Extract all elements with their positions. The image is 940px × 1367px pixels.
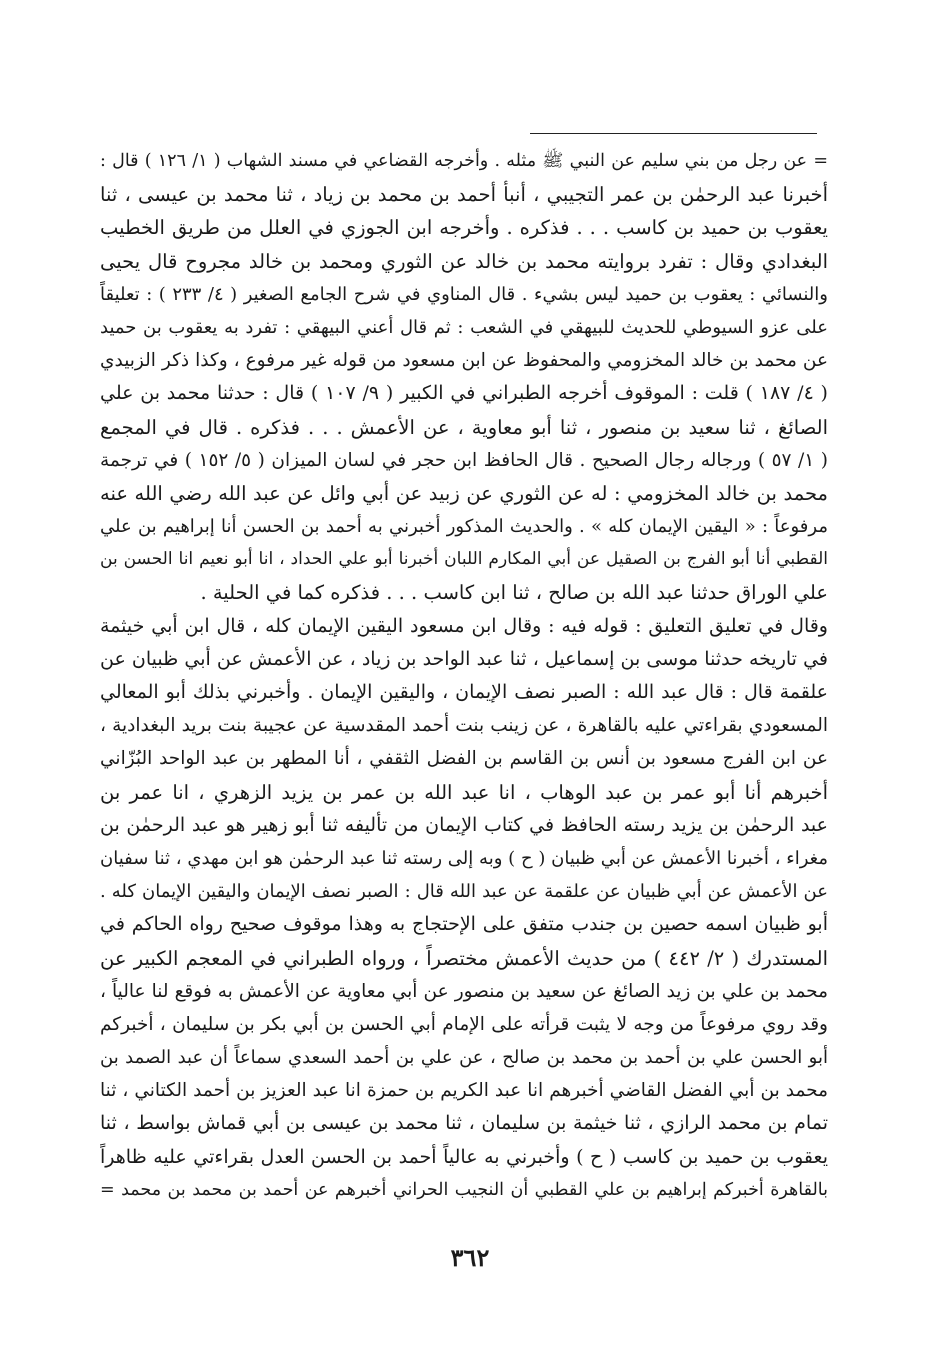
footnote-line-6: على عزو السيوطي للحديث للبيهقي في الشعب : ثم قال أعني البيهقي : تفرد به يعقوب بن حميد <box>100 316 828 338</box>
footnote-line-13: القطبي أنا أبو الفرج بن الصقيل عن أبي المكارم اللبان أخبرنا أبو علي الحداد ، انا أبو نعيم انا الحسن بن <box>100 549 828 570</box>
footnote-separator-rule <box>530 133 817 134</box>
footnote-line-25: المستدرك ( ٢/ ٤٤٢ ) من حديث الأعمش مختصراً ، ورواه الطبراني في المعجم الكبير عن <box>100 946 828 970</box>
footnote-line-18: المسعودي بقراءتي عليه بالقاهرة ، عن زينب بنت أحمد المقدسية عن عجيبة بنت بريد البغدادية ، <box>100 715 828 737</box>
footnote-line-8: ( ٤/ ١٨٧ ) قلت : الموقوف أخرجه الطبراني في الكبير ( ٩/ ١٠٧ ) قال : حدثنا محمد بن علي <box>100 382 828 405</box>
page-number: ٣٦٢ <box>450 1243 490 1272</box>
footnote-line-17: علقمة قال : قال عبد الله : الصبر نصف الإيمان ، واليقين الإيمان . وأخبرني بذلك أبو المعالي <box>100 681 828 703</box>
footnote-line-28: أبو الحسن علي بن أحمد بن محمد بن صالح ، عن علي بن أحمد السعدي سماعاً أن عبد الصمد بن <box>100 1047 828 1069</box>
footnote-text <box>100 145 828 1207</box>
footnote-line-1: = عن رجل من بني سليم عن النبي ﷺ مثله . وأخرجه القضاعي في مسند الشهاب ( ١/ ١٢٦ ) قال : <box>100 151 828 171</box>
footnote-line-24: أبو ظبيان اسمه حصين بن جندب متفق على الإحتجاج به وهذا موقوف صحيح رواه الحاكم في <box>100 913 828 936</box>
footnote-line-16: في تاريخه حدثنا موسى بن إسماعيل ، ثنا عبد الواحد بن زياد ، عن الأعمش عن أبي ظبيان عن <box>100 647 828 670</box>
footnote-line-21: عبد الرحمٰن بن يزيد رسته الحافظ في كتاب الإيمان من تأليفه ثنا أبو زهير هو عبد الرحمٰن بن <box>100 813 828 836</box>
footnote-line-29: محمد بن أبي الفضل القاضي أخبرهم انا عبد الكريم بن حمزة انا عبد العزيز بن أحمد الكتاني ، ثنا <box>100 1080 828 1102</box>
footnote-line-19: عن ابن الفرج مسعود بن أنس بن القاسم بن الفضل الثقفي ، أنا المطهر بن عبد الواحد البُزّاني <box>100 748 828 770</box>
footnote-line-3: يعقوب بن حميد بن كاسب . . . فذكره . وأخرجه ابن الجوزي في العلل من طريق الخطيب <box>100 216 828 240</box>
footnote-line-9: الصائغ ، ثنا سعيد بن منصور ، ثنا أبو معاوية ، عن الأعمش . . . فذكره . قال في المجمع <box>100 415 828 439</box>
footnote-line-20: أخبرهم أنا أبو عمر بن عبد الوهاب ، انا عبد الله بن عمر بن يزيد الزهري ، انا عمر بن <box>100 780 828 804</box>
footnote-line-11: محمد بن خالد المخزومي : له عن الثوري عن زبيد عن أبي وائل عن عبد الله رضي الله عنه <box>100 481 828 505</box>
footnote-line-12: مرفوعاً : « اليقين الإيمان كله » . والحديث المذكور أخبرني به أحمد بن الحسن أنا إبراهيم بن علي <box>100 516 828 538</box>
footnote-line-2: أخبرنا عبد الرحمٰن بن عمر التجيبي ، أنبأ أحمد بن محمد بن زياد ، ثنا محمد بن عيسى ، ثنا <box>100 183 828 207</box>
footnote-line-10: ( ١/ ٥٧ ) ورجاله رجال الصحيح . قال الحافظ ابن حجر في لسان الميزان ( ٥/ ١٥٢ ) في ترجمة <box>100 449 828 471</box>
footnote-line-4: البغدادي وقال : تفرد بروايته محمد بن خالد عن الثوري ومحمد بن خالد مجروح قال يحيى <box>100 249 828 273</box>
footnote-line-7: عن محمد بن خالد المخزومي والمحفوظ عن ابن مسعود من قوله غير مرفوع ، وكذا ذكر الزبيدي <box>100 350 828 372</box>
footnote-line-27: وقد روي مرفوعاً من وجه لا يثبت قرأته على الإمام أبي الحسن بن أبي بكر بن سليمان ، أخبركم <box>100 1013 828 1035</box>
footnote-line-32: بالقاهرة أخبركم إبراهيم بن علي القطبي أن النجيب الحراني أخبرهم عن أحمد بن محمد بن محمد = <box>100 1179 828 1200</box>
footnote-line-15: وقال في تعليق التعليق : قوله فيه : وقال ابن مسعود اليقين الإيمان كله ، قال ابن أبي خيثمة <box>100 614 828 637</box>
footnote-line-23: عن الأعمش عن أبي ظبيان عن علقمة عن عبد الله قال : الصبر نصف الإيمان واليقين الإيمان كله . <box>100 881 828 903</box>
footnote-line-14: علي الوراق حدثنا عبد الله بن صالح ، ثنا ابن كاسب . . . فذكره كما في الحلية . <box>200 581 828 605</box>
footnote-line-22: مغراء ، أخبرنا الأعمش عن أبي ظبيان ( ح ) وبه إلى رسته ثنا عبد الرحمٰن هو ابن مهدي ، ثنا سفيان <box>100 847 828 869</box>
footnote-line-5: والنسائي : يعقوب بن حميد ليس بشيء . قال المناوي في شرح الجامع الصغير ( ٤/ ٢٣٣ ) : تعليقاً <box>100 283 828 305</box>
footnote-line-31: يعقوب بن حميد بن كاسب ( ح ) وأخبرني به عالياً أحمد بن الحسن العدل بقراءتي عليه ظاهراً <box>100 1145 828 1168</box>
footnote-line-30: تمام بن محمد الرازي ، ثنا خيثمة بن سليمان ، ثنا محمد بن عيسى بن أبي قماش بواسط ، ثنا <box>100 1112 828 1135</box>
footnote-line-26: محمد بن علي بن زيد الصائغ عن سعيد بن منصور عن أبي معاوية عن الأعمش به فوقع لنا عالياً ، <box>100 980 828 1002</box>
